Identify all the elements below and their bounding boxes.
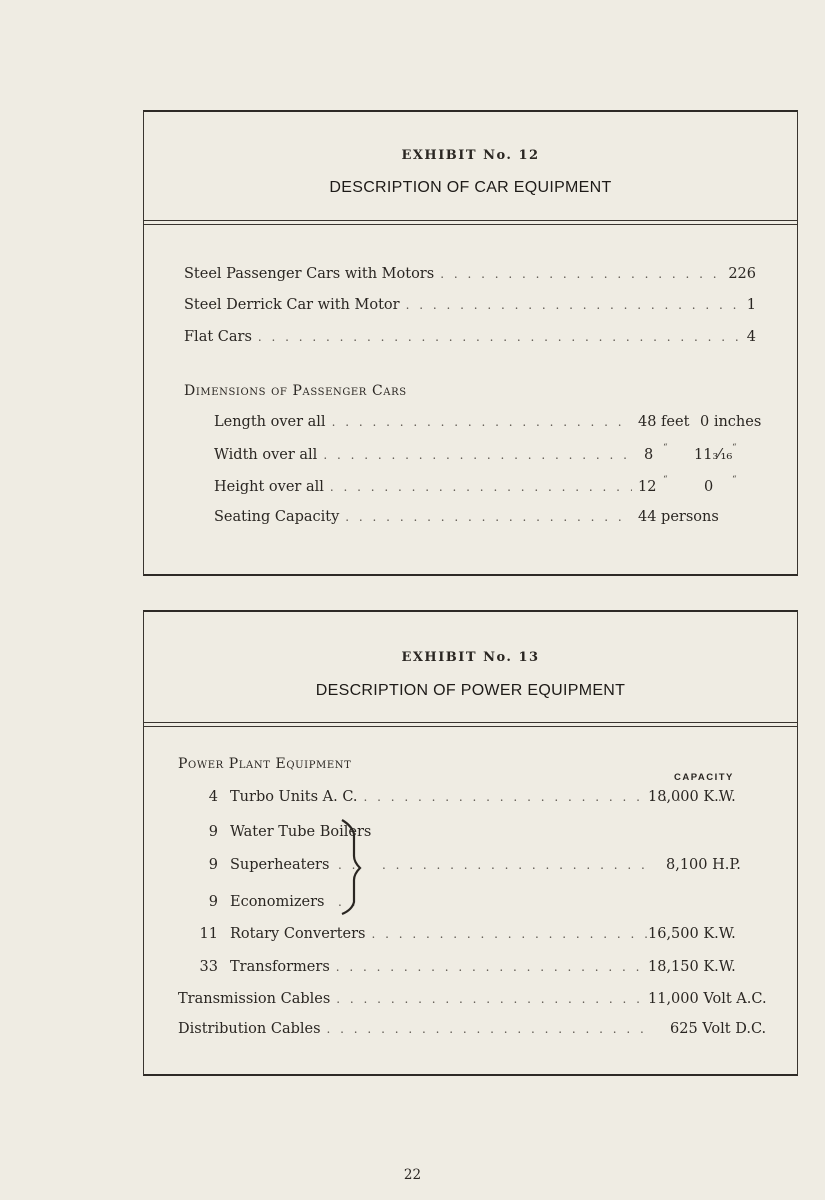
brace-icon <box>340 816 374 916</box>
dimension-label: Width over all <box>214 447 318 463</box>
item-row-flat-cars <box>184 327 756 347</box>
dimension-width-feet: 8 <box>644 447 654 463</box>
item-row-passenger-cars <box>184 264 756 284</box>
leader-dots <box>372 924 649 944</box>
equipment-label: Economizers <box>230 894 325 910</box>
ditto-mark: “ <box>663 475 669 485</box>
item-value: 1 <box>746 297 756 313</box>
ditto-mark: “ <box>732 443 738 453</box>
dimension-row-width <box>214 445 632 465</box>
exhibit-12-heading: EXHIBIT No. 12 <box>401 148 540 163</box>
ditto-mark: “ <box>732 475 738 485</box>
item-value: 4 <box>746 329 756 345</box>
leader-dots <box>258 327 741 347</box>
equipment-label: Water Tube Boilers <box>230 824 372 840</box>
dimension-length-inches: 0 inches <box>700 414 762 430</box>
leader-dots: . . <box>338 895 359 909</box>
item-label: Steel Derrick Car with Motor <box>184 297 400 313</box>
count: 11 <box>199 926 218 942</box>
seating-value: 44 persons <box>638 509 719 525</box>
exhibit-12-panel <box>143 110 798 576</box>
dimension-label: Length over all <box>214 414 326 430</box>
leader-dots <box>440 264 722 284</box>
equipment-value: 11,000 Volt A.C. <box>648 991 767 1007</box>
dimension-length-feet: 48 feet <box>638 414 690 430</box>
equipment-row-transmission <box>178 989 648 1009</box>
count: 4 <box>208 789 218 805</box>
equipment-label: Transmission Cables <box>178 991 331 1007</box>
count: 9 <box>208 857 218 873</box>
count: 33 <box>199 959 218 975</box>
equipment-label: Transformers <box>230 959 330 975</box>
dimension-height-inches: 0 <box>704 479 714 495</box>
leader-dots <box>332 412 632 432</box>
equipment-row-distribution <box>178 1019 648 1039</box>
equipment-value: 16,500 K.W. <box>648 926 736 942</box>
count: 9 <box>208 824 218 840</box>
dimension-row-length <box>214 412 632 432</box>
equipment-row-rotary <box>230 924 648 944</box>
leader-dots: . . <box>338 858 359 872</box>
dimension-label: Height over all <box>214 479 324 495</box>
exhibit-13-panel <box>143 610 798 1076</box>
equipment-label: Distribution Cables <box>178 1021 321 1037</box>
dimension-width-inches: 11₃⁄₁₆ <box>694 447 733 463</box>
dimension-row-seating <box>214 507 632 527</box>
leader-dots <box>406 295 741 315</box>
leader-dots <box>323 445 632 465</box>
equipment-label: Turbo Units A. C. <box>230 789 358 805</box>
page-number: 22 <box>403 1167 422 1183</box>
leader-dots <box>336 957 648 977</box>
power-plant-heading: Power Plant Equipment <box>178 756 352 772</box>
exhibit-12-title: DESCRIPTION OF CAR EQUIPMENT <box>329 179 612 196</box>
ditto-mark: “ <box>663 443 669 453</box>
item-label: Steel Passenger Cars with Motors <box>184 266 435 282</box>
leader-dots <box>382 855 644 875</box>
item-value: 226 <box>728 266 756 282</box>
equipment-value: 8,100 H.P. <box>666 857 741 873</box>
leader-dots <box>327 1019 648 1039</box>
count: 9 <box>208 894 218 910</box>
exhibit-12-rule <box>144 220 797 225</box>
exhibit-13-heading: EXHIBIT No. 13 <box>401 650 540 665</box>
equipment-label: Superheaters <box>230 857 330 873</box>
equipment-value: 18,000 K.W. <box>648 789 736 805</box>
exhibit-13-title: DESCRIPTION OF POWER EQUIPMENT <box>315 682 626 699</box>
equipment-label: Rotary Converters <box>230 926 366 942</box>
dimension-row-height <box>214 477 632 497</box>
leader-dots <box>345 507 632 527</box>
item-row-derrick-car <box>184 295 756 315</box>
dimension-height-feet: 12 <box>638 479 657 495</box>
exhibit-13-rule <box>144 722 797 727</box>
item-label: Flat Cars <box>184 329 252 345</box>
capacity-header: CAPACITY <box>674 772 734 783</box>
dimensions-heading: Dimensions of Passenger Cars <box>184 383 407 399</box>
leader-dots <box>336 989 648 1009</box>
equipment-row-transformers <box>230 957 648 977</box>
equipment-value: 18,150 K.W. <box>648 959 736 975</box>
equipment-value: 625 Volt D.C. <box>670 1021 767 1037</box>
brace-leader-row <box>382 855 644 875</box>
dimension-label: Seating Capacity <box>214 509 340 525</box>
leader-dots <box>330 477 632 497</box>
